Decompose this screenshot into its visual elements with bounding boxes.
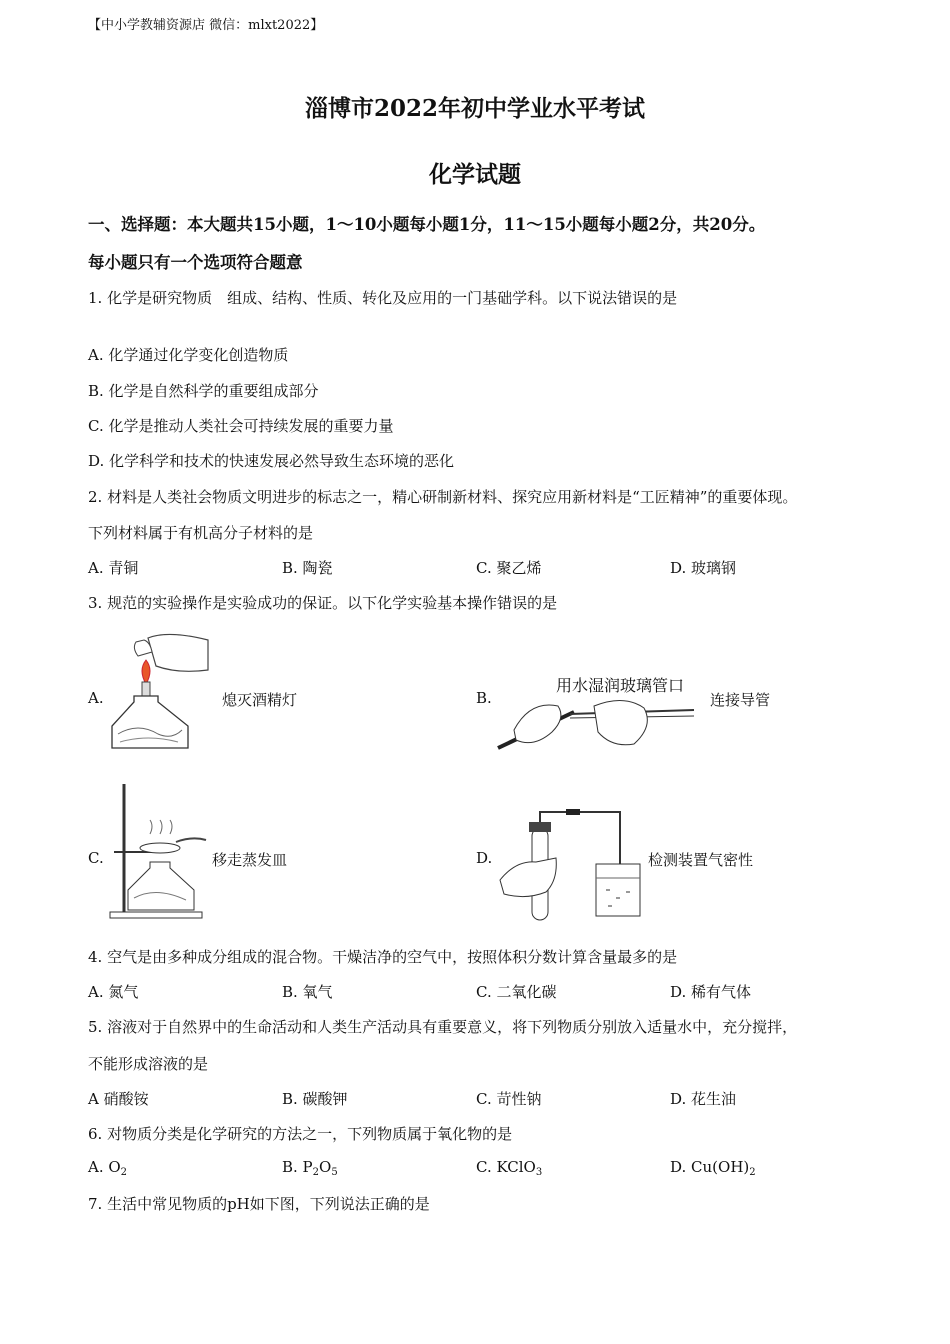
move-evaporating-dish-figure: [106, 782, 210, 922]
q3-stem: 3. 规范的实验操作是实验成功的保证。以下化学实验基本操作错误的是: [88, 594, 558, 612]
connect-tube-figure: [494, 670, 704, 760]
q5-option-c: C. 苛性钠: [476, 1090, 542, 1108]
q3-option-c-caption: 移走蒸发皿: [212, 851, 288, 869]
q3-option-d-letter: D.: [476, 849, 493, 867]
q5-stem-line1: 5. 溶液对于自然界中的生命活动和人类生产活动具有重要意义，将下列物质分别放入适量水中，充分搅拌，: [88, 1018, 798, 1036]
extinguish-alcohol-lamp-figure: [108, 630, 218, 754]
q2-option-c: C. 聚乙烯: [476, 559, 542, 577]
q3-option-b-caption: 连接导管: [710, 691, 771, 709]
q5-option-a: A 硝酸铵: [88, 1090, 149, 1108]
q4-option-c: C. 二氧化碳: [476, 983, 557, 1001]
q6-option-c: C. KClO$_3$: [476, 1158, 543, 1178]
q6-option-b: B. $P_2O_5$: [282, 1158, 338, 1178]
q2-option-b: B. 陶瓷: [282, 559, 333, 577]
q5-stem-line2: 不能形成溶液的是: [88, 1055, 209, 1073]
q2-option-d: D. 玻璃钢: [670, 559, 737, 577]
q1-stem: 1. 化学是研究物质 组成、结构、性质、转化及应用的一门基础学科。以下说法错误的是: [88, 289, 678, 307]
q1-option-c: C. 化学是推动人类社会可持续发展的重要力量: [88, 417, 394, 435]
q4-stem: 4. 空气是由多种成分组成的混合物。干燥洁净的空气中，按照体积分数计算含量最多的是: [88, 948, 678, 966]
page-title: 淄博市2022年初中学业水平考试: [304, 95, 645, 122]
q2-option-a: A. 青铜: [88, 559, 139, 577]
airtightness-test-figure: [496, 808, 646, 922]
q6-stem: 6. 对物质分类是化学研究的方法之一，下列物质属于氧化物的是: [88, 1125, 513, 1143]
section-heading: 一、选择题：本大题共15小题，1～10小题每小题1分，11～15小题每小题2分，共20分。: [88, 215, 766, 234]
q3-option-d-caption: 检测装置气密性: [648, 851, 754, 869]
section-note: 每小题只有一个选项符合题意: [88, 253, 303, 272]
page-subtitle: 化学试题: [429, 161, 521, 188]
q3-option-c-letter: C.: [88, 849, 104, 867]
q3-option-a-caption: 熄灭酒精灯: [222, 691, 298, 709]
q2-stem-line2: 下列材料属于有机高分子材料的是: [88, 524, 314, 542]
q3-option-b-letter: B.: [476, 689, 492, 707]
q3-option-a-letter: A.: [88, 689, 104, 707]
q2-stem-line1: 2. 材料是人类社会物质文明进步的标志之一，精心研制新材料、探究应用新材料是“工匠精神”的重要体现。: [88, 488, 798, 506]
q1-option-d: D. 化学科学和技术的快速发展必然导致生态环境的恶化: [88, 452, 455, 470]
q1-option-b: B. 化学是自然科学的重要组成部分: [88, 382, 319, 400]
q7-stem: 7. 生活中常见物质的pH如下图，下列说法正确的是: [88, 1195, 430, 1213]
q1-option-a: A. 化学通过化学变化创造物质: [88, 346, 289, 364]
figure-label: 用水湿润玻璃管口: [556, 676, 685, 695]
q4-option-d: D. 稀有气体: [670, 983, 752, 1001]
q4-option-b: B. 氧气: [282, 983, 333, 1001]
q4-option-a: A. 氮气: [88, 983, 139, 1001]
q5-option-d: D. 花生油: [670, 1090, 737, 1108]
q5-option-b: B. 碳酸钾: [282, 1090, 348, 1108]
q6-option-d: D. $Cu(OH)_2$: [670, 1158, 756, 1178]
page-header: 【中小学教辅资源店 微信：mlxt2022】: [88, 18, 324, 33]
q6-option-a: A. $O_2$: [88, 1158, 128, 1178]
